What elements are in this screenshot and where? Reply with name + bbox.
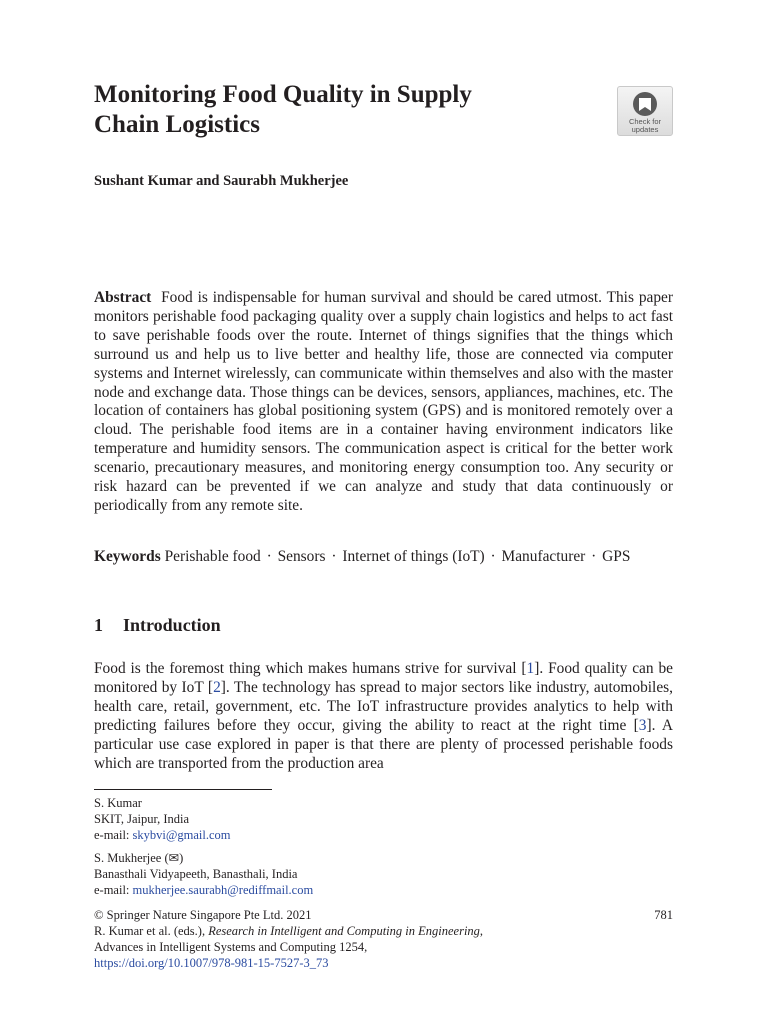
intro-paragraph <box>94 660 673 773</box>
author-affiliation: Banasthali Vidyapeeth, Banasthali, India <box>94 867 298 881</box>
citation-link[interactable]: 1 <box>526 660 535 677</box>
keyword-separator: · <box>490 548 496 565</box>
section-title: Introduction <box>123 615 221 635</box>
footnote-author-2 <box>94 850 673 898</box>
keyword-separator: · <box>591 548 597 565</box>
email-link[interactable]: skybvi@gmail.com <box>132 828 231 842</box>
check-updates-icon <box>630 90 660 118</box>
citation-link[interactable]: 3 <box>638 716 647 734</box>
keywords-label: Keywords <box>94 548 161 565</box>
page-number: 781 <box>654 908 673 922</box>
email-label: e-mail: <box>94 883 130 897</box>
check-for-updates-badge[interactable] <box>617 86 673 136</box>
keyword-item: Sensors <box>277 548 326 565</box>
citation-editors: R. Kumar et al. (eds.), <box>94 924 206 938</box>
footnote-author-1 <box>94 795 673 843</box>
paper-title <box>94 80 564 140</box>
doi-link[interactable]: https://doi.org/10.1007/978-981-15-7527-3_73 <box>94 956 329 970</box>
page-footer <box>94 907 673 971</box>
keyword-item: Internet of things (IoT) <box>342 548 485 565</box>
keywords <box>94 547 673 566</box>
book-title: Research in Intelligent and Computing in Engineering <box>208 924 480 938</box>
author-name: S. Kumar <box>94 796 142 810</box>
copyright: © Springer Nature Singapore Pte Ltd. 2021 <box>94 908 312 922</box>
abstract-label: Abstract <box>94 289 152 306</box>
author-name-end: ) <box>179 851 184 865</box>
intro-text: ]. Food quality can be monitored by IoT [ <box>94 660 674 696</box>
email-link[interactable]: mukherjee.saurabh@rediffmail.com <box>132 883 314 897</box>
badge-line-1: Check for <box>628 117 662 126</box>
intro-text: ]. A particular use case explored in paper is that there are plenty of processed perishable foods which are transported from the production area <box>94 716 673 772</box>
footnote-divider <box>94 789 272 790</box>
keyword-separator: · <box>331 548 337 565</box>
citation-punct: , <box>479 924 484 938</box>
series: Advances in Intelligent Systems and Computing 1254, <box>94 940 368 954</box>
citation-link[interactable]: 2 <box>213 678 221 696</box>
section-heading <box>94 615 221 636</box>
abstract-text: Food is indispensable for human survival and should be cared utmost. This paper monitors perishable food packaging quality over a supply chain logistics and helps to act fast to save perishable foods over the route. Internet of things signifies that the things which surround us and help us to live better and healthy life, those are connected via computer systems and Internet wirelessly, can communicate within themselves and also with the master node and exchange data. Those things can be devices, sensors, appliances, machines, etc. The location of containers has global positioning system (GPS) and is monitored remotely over a cloud. The perishable food items are in a container having environment indicators like temperature and humidity sensors. The communication aspect is critical for the better work scenario, precautionary measures, and monitoring energy consumption too. Any security or risk hazard can be prevented if we can analyze and study that data continuously or periodically from any remote site. <box>94 289 673 514</box>
abstract <box>94 289 673 516</box>
keyword-item: Perishable food <box>164 548 261 565</box>
author-email-line <box>94 827 673 843</box>
intro-text: ]. The technology has spread to major sectors like industry, automobiles, health care, retail, government, etc. The IoT infrastructure provides analytics to help with predicting failures before they occur, giving the ability to react at the right time [ <box>94 678 673 734</box>
intro-text: Food is the foremost thing which makes humans strive for survival [ <box>94 660 527 677</box>
email-label: e-mail: <box>94 828 130 842</box>
title-line-1: Monitoring Food Quality in Supply <box>94 81 472 108</box>
author-name <box>94 850 673 866</box>
keyword-item: Manufacturer <box>501 548 586 565</box>
envelope-icon: ✉ <box>168 851 180 865</box>
author-email-line <box>94 882 673 898</box>
citation <box>94 923 673 939</box>
author-affiliation: SKIT, Jaipur, India <box>94 812 190 826</box>
author-name-text: S. Mukherjee ( <box>94 851 169 865</box>
keyword-separator: · <box>266 548 272 565</box>
section-number: 1 <box>94 615 103 635</box>
badge-line-2: updates <box>631 125 659 134</box>
author-list: Sushant Kumar and Saurabh Mukherjee <box>94 173 349 189</box>
title-line-2: Chain Logistics <box>94 111 261 138</box>
keyword-item: GPS <box>602 548 631 565</box>
